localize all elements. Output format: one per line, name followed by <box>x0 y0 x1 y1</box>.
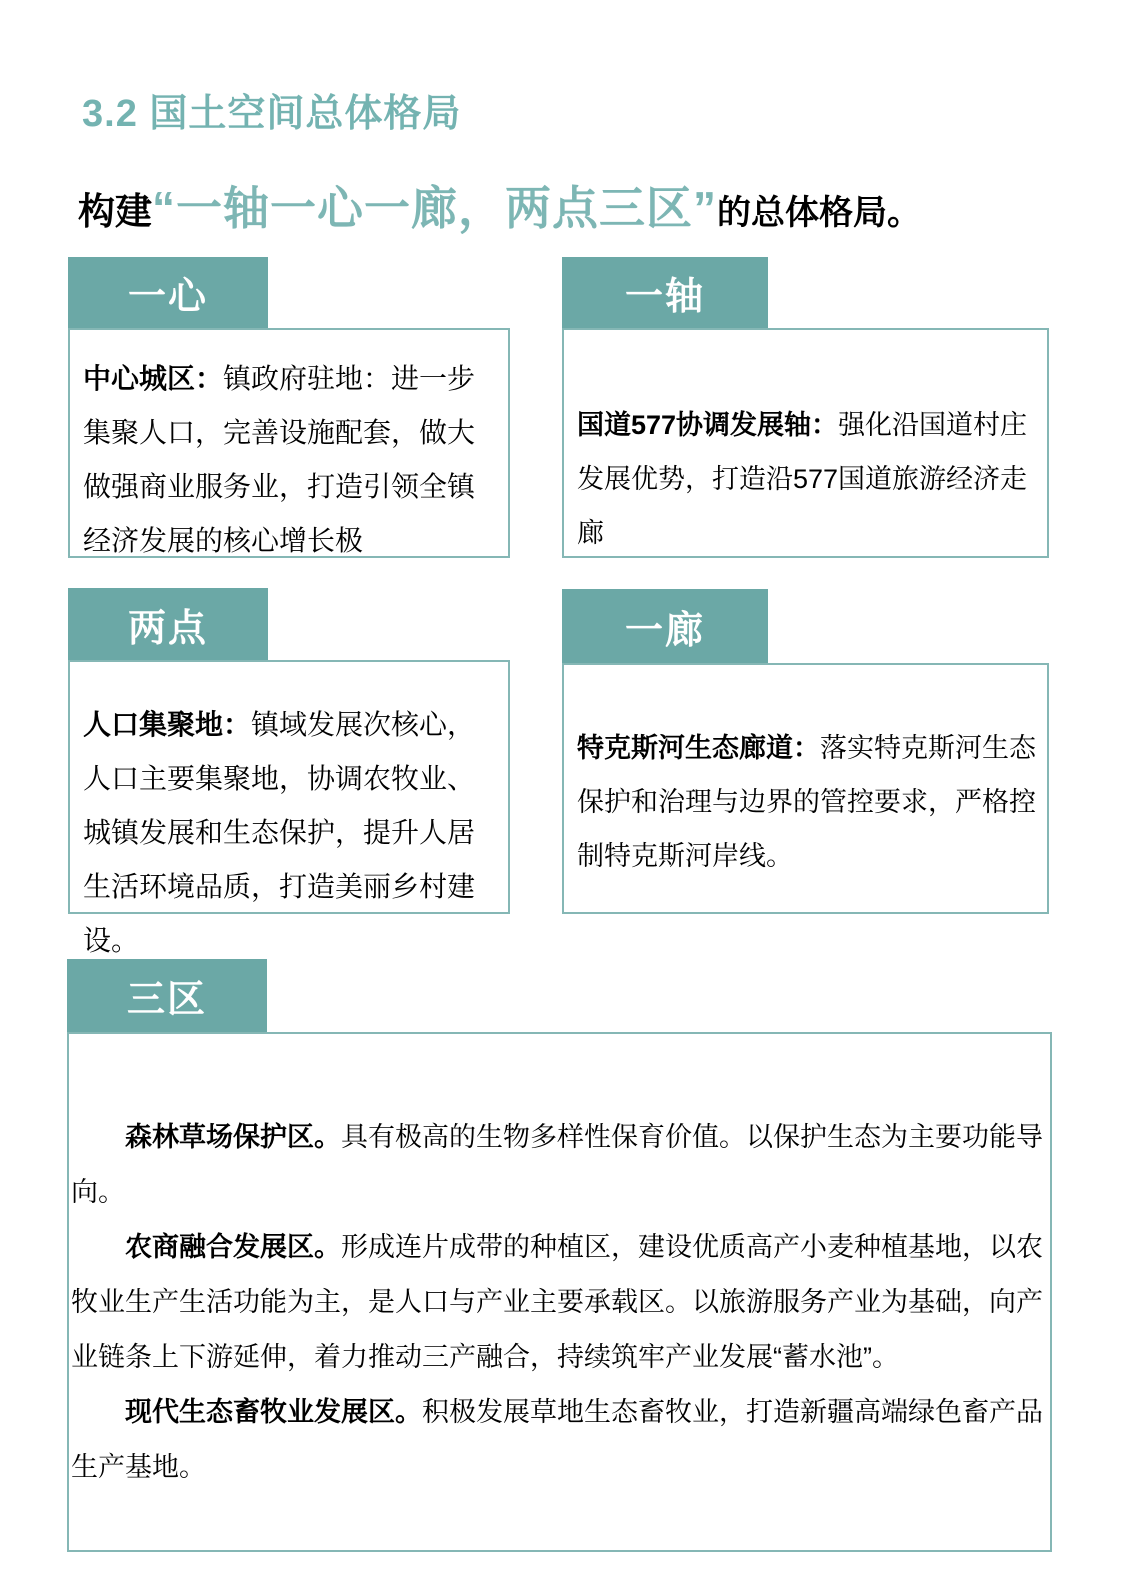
intro-statement <box>78 172 921 238</box>
panel-liangdian <box>68 588 510 956</box>
panel-liangdian-text: 镇域发展次核心，人口主要集聚地，协调农牧业、城镇发展和生态保护，提升人居生活环境品质，打造美丽乡村建设。 <box>83 709 476 956</box>
panel-sanqu-tab: 三区 <box>67 959 267 1032</box>
panel-yizhou-text: 强化沿国道村庄发展优势，打造沿577国道旅游经济走廊 <box>577 410 1028 548</box>
panel-liangdian-paragraph <box>83 698 496 968</box>
intro-prefix: 构建 <box>78 191 152 232</box>
panel-yilang-paragraph <box>577 721 1037 883</box>
panel-sanqu-forest-text: 具有极高的生物多样性保育价值。以保护生态为主要功能导向。 <box>71 1122 1043 1207</box>
panel-yizhou-lead: 国道577协调发展轴： <box>577 410 839 440</box>
panel-yixin <box>68 257 510 558</box>
section-title: 3.2 国土空间总体格局 <box>82 93 462 135</box>
panel-sanqu-body <box>67 1032 1052 1552</box>
panel-yizhou-body <box>562 328 1049 558</box>
panel-yizhou-tab: 一轴 <box>562 257 768 328</box>
panel-yixin-text: 镇政府驻地：进一步集聚人口，完善设施配套，做大做强商业服务业，打造引领全镇经济发展的核心增长极 <box>83 363 476 556</box>
panel-yixin-tab: 一心 <box>68 257 268 328</box>
panel-sanqu-paragraph-forest <box>71 1110 1046 1220</box>
panel-sanqu-husbandry-lead: 现代生态畜牧业发展区。 <box>125 1397 422 1427</box>
panel-sanqu-agri-lead: 农商融合发展区。 <box>125 1232 341 1262</box>
intro-highlight: “一轴一心一廊，两点三区” <box>152 182 717 234</box>
panel-yixin-lead: 中心城区： <box>83 363 224 394</box>
panel-yilang-tab: 一廊 <box>562 589 768 663</box>
panel-sanqu-paragraph-husbandry <box>71 1385 1046 1495</box>
panel-yixin-paragraph <box>83 352 496 568</box>
panel-sanqu-paragraph-agri <box>71 1220 1046 1385</box>
panel-sanqu-agri-text: 形成连片成带的种植区，建设优质高产小麦种植基地，以农牧业生产生活功能为主，是人口与产业主要承载区。以旅游服务产业为基础，向产业链条上下游延伸，着力推动三产融合，持续筑牢产业发展“蓄水池”。 <box>71 1232 1043 1372</box>
panel-yixin-body <box>68 328 510 558</box>
panel-liangdian-lead: 人口集聚地： <box>83 709 252 740</box>
panel-yilang <box>562 589 1049 914</box>
panel-sanqu-forest-lead: 森林草场保护区。 <box>125 1122 341 1152</box>
panel-yilang-lead: 特克斯河生态廊道： <box>577 733 820 763</box>
panel-yizhou-paragraph <box>577 398 1037 560</box>
panel-sanqu <box>67 959 1052 1552</box>
panel-liangdian-body <box>68 660 510 956</box>
panel-yilang-body <box>562 663 1049 914</box>
intro-suffix: 的总体格局。 <box>717 194 921 232</box>
panel-sanqu-husbandry-text: 积极发展草地生态畜牧业，打造新疆高端绿色畜产品生产基地。 <box>71 1397 1043 1482</box>
panel-liangdian-tab: 两点 <box>68 588 268 660</box>
panel-yizhou <box>562 257 1049 558</box>
panel-yilang-text: 落实特克斯河生态保护和治理与边界的管控要求，严格控制特克斯河岸线。 <box>577 733 1036 871</box>
